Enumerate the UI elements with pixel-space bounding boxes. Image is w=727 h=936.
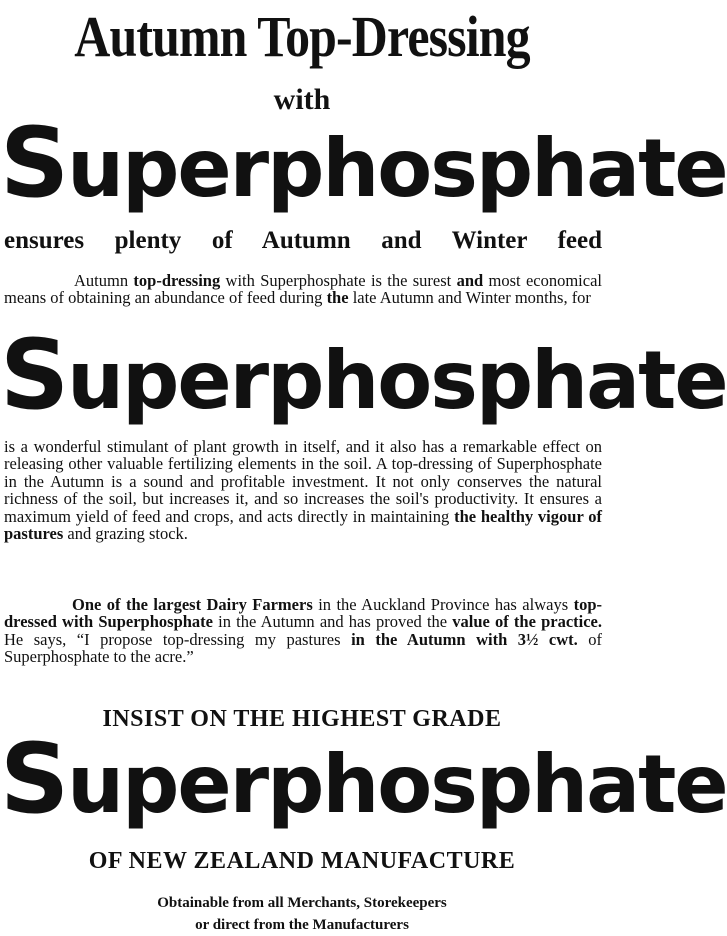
text-run: Autumn [74,271,134,290]
connector-with: with [273,83,331,116]
brand-wordmark-middle [0,319,727,431]
text-run-bold: in the Autumn with 3½ cwt. [351,629,578,649]
text-run: of Superphosphate to the acre.” [4,629,602,667]
text-run: He says, “I propose top-dressing my pastures [4,629,352,649]
text-run: in the Auckland Province has always [312,595,574,614]
obtain-line [0,892,604,936]
obtain-line-1: Obtainable from all Merchants, Storekeepers [157,895,447,911]
text-run-bold: and [456,271,484,290]
origin-line: OF NEW ZEALAND MANUFACTURE [88,848,516,874]
text-run-bold: top-dressed with Superphosphate [4,595,602,632]
brand-initial: S [0,319,68,431]
brand-initial: S [0,723,68,835]
brand-rest: uperphosphate [67,122,727,215]
text-run: late Autumn and Winter months, for [348,288,591,308]
text-run: with Superphosphate is the surest [220,271,457,290]
brand-rest: uperphosphate [67,334,727,427]
brand-rest: uperphosphate [67,738,727,831]
subheadline: ensures plenty of Autumn and Winter feed [4,227,602,254]
insist-line: INSIST ON THE HIGHEST GRADE [102,706,502,732]
text-run-bold: One of the largest Dairy Farmers [72,595,313,614]
obtain-line-2: or direct from the Manufacturers [195,917,409,933]
paragraph-benefits [4,438,602,542]
text-run: most economical means of obtaining an abundance of feed during [4,271,602,308]
paragraph-testimonial [4,596,602,666]
text-run-bold: value of the practice. [452,612,603,632]
headline: Autumn Top-Dressing [74,4,530,69]
text-run: in the Autumn and has proved the [213,612,453,632]
text-run: and grazing stock. [63,524,188,544]
text-run-bold: the healthy vigour of pastures [4,506,603,544]
text-run-bold: top-dressing [133,271,221,290]
text-run-bold: the [326,288,349,308]
brand-initial: S [0,107,68,219]
brand-wordmark-bottom [0,723,727,835]
brand-wordmark-top [0,107,727,219]
paragraph-intro [4,272,602,307]
text-run: is a wonderful stimulant of plant growth in itself, and it also has a remarkable effect on releasing other valuable fertilizing elements in the soil. A top-dressing of Superphosphate in the Autumn is a sound and profitable investment. It not only conserves the natural richness of the soil, but increases it, and so increases the soil's productivity. It ensures a maximum yield of feed and crops, and acts directly in maintaining [4,437,602,526]
